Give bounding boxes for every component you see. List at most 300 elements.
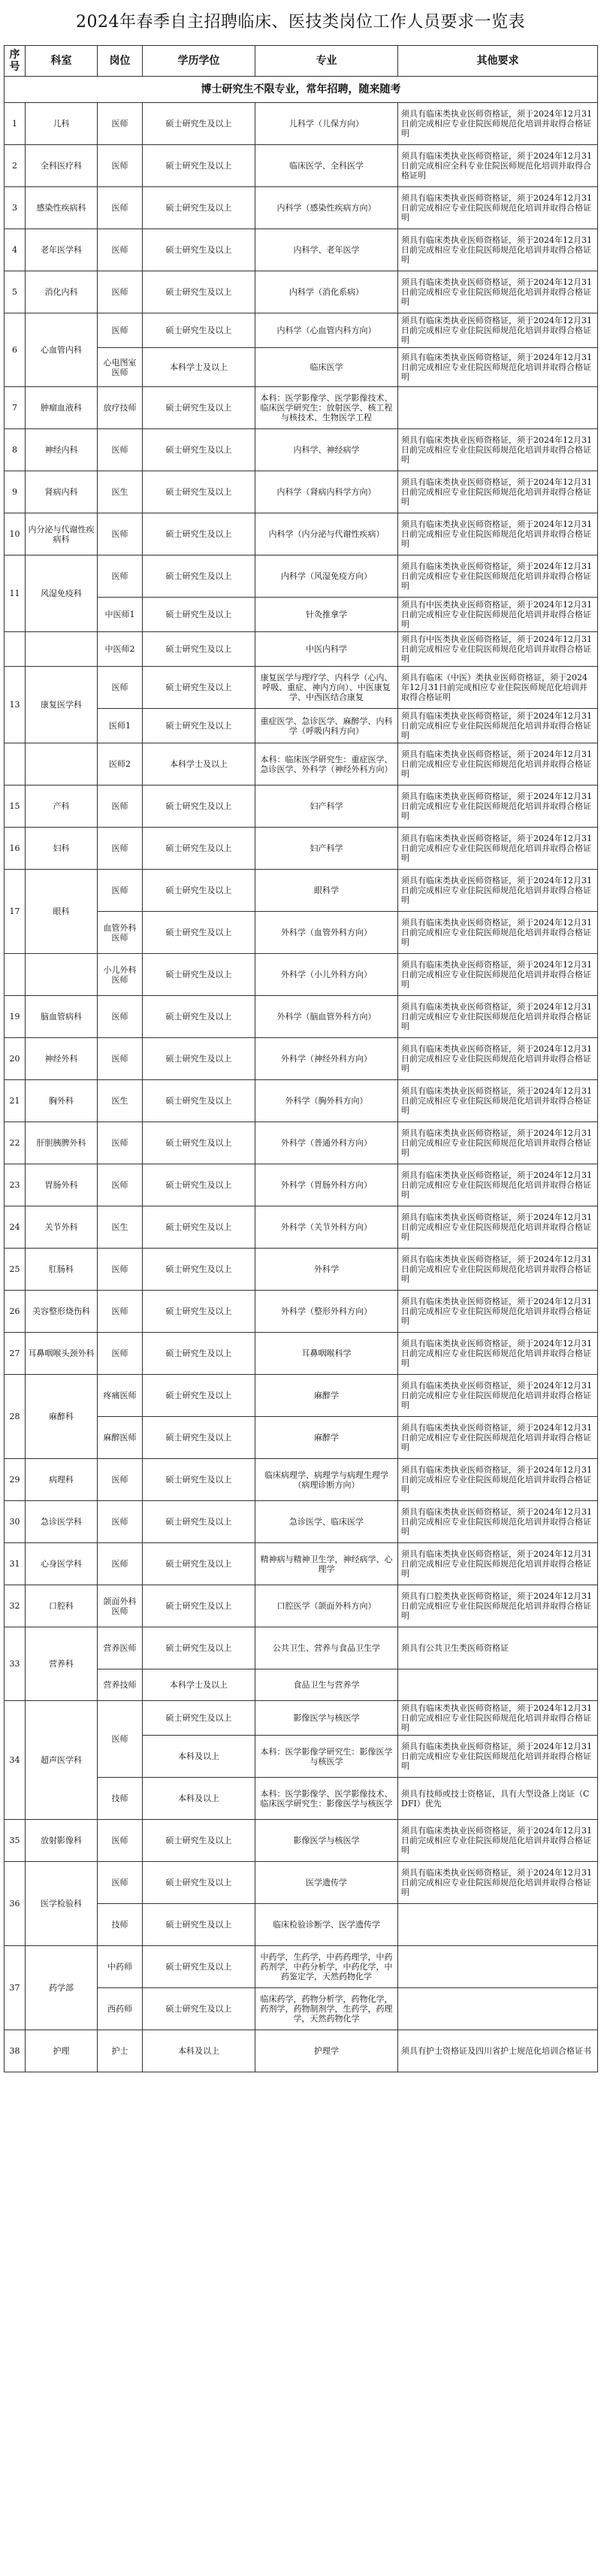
row-education: 硕士研究生及以上 [143,313,255,348]
row-major: 眼科学 [255,870,398,912]
row-index: 20 [5,1038,26,1080]
row-index: 35 [5,1820,26,1862]
row-requirements: 须具有临床类执业医师资格证，须于2024年12月31日前完成相应专业住院医师规范化培训并取得合格证明 [398,1164,598,1206]
table-row [5,632,598,667]
row-requirements: 须具有护士资格证及四川省护士规范化培训合格证书 [398,2030,598,2072]
row-education: 硕士研究生及以上 [143,471,255,513]
row-index: 7 [5,387,26,429]
table-row [5,1459,598,1501]
table-row [5,1585,598,1627]
table-row [5,996,598,1038]
table-row [5,954,598,996]
row-requirements: 须具有临床类执业医师资格证，须于2024年12月31日前完成相应专业住院医师规范化培训并取得合格证明 [398,828,598,870]
row-education: 硕士研究生及以上 [143,1375,255,1417]
row-department [26,954,98,996]
row-requirements [398,1904,598,1946]
row-major: 护理学 [255,2030,398,2072]
row-department: 关节外科 [26,1206,98,1249]
row-department: 急诊医学科 [26,1501,98,1543]
row-index: 24 [5,1206,26,1249]
row-major: 影像医学与核医学 [255,1820,398,1862]
row-department: 营养科 [26,1627,98,1701]
row-major: 外科学（脑血管外科方向） [255,996,398,1038]
row-education: 硕士研究生及以上 [143,632,255,667]
row-education: 硕士研究生及以上 [143,870,255,912]
table-row [5,271,598,313]
table-row [5,1038,598,1080]
row-requirements: 须具有口腔类执业医师资格证，须于2024年12月31日前完成相应专业住院医师规范化培训并取得合格证明 [398,1585,598,1627]
row-index: 8 [5,429,26,471]
row-requirements: 须具有临床类执业医师资格证，须于2024年12月31日前完成相应专业住院医师规范化培训并取得合格证明 [398,870,598,912]
row-requirements: 须具有临床类执业医师资格证，须于2024年12月31日前完成相应专业住院医师规范化培训并取得合格证明 [398,1820,598,1862]
row-major: 外科学（血管外科方向） [255,912,398,954]
row-major: 内科学（肾病内科学方向） [255,471,398,513]
row-major: 妇产科学 [255,828,398,870]
row-major: 外科学（普通外科方向） [255,1122,398,1164]
row-position: 医生 [98,471,143,513]
row-requirements: 须具有临床类执业医师资格证，须于2024年12月31日前完成相应专业住院医师规范化培训并取得合格证明 [398,229,598,271]
row-position: 医师 [98,1164,143,1206]
row-requirements: 须具有临床类执业医师资格证，须于2024年12月31日前完成相应专业住院医师规范化培训并取得合格证明 [398,786,598,828]
table-row [5,471,598,513]
row-department: 美容整形烧伤科 [26,1291,98,1333]
row-index: 29 [5,1459,26,1501]
table-row [5,1701,598,1736]
row-requirements: 须具有临床类执业医师资格证，须于2024年12月31日前完成相应全科专业住院医师规范化培训并取得合格证明 [398,145,598,187]
row-department: 肝胆胰脾外科 [26,1122,98,1164]
row-education: 硕士研究生及以上 [143,1820,255,1862]
row-index: 3 [5,187,26,229]
table-row [5,2030,598,2072]
row-education: 硕士研究生及以上 [143,1291,255,1333]
table-row [5,187,598,229]
table-row [5,870,598,912]
row-education: 硕士研究生及以上 [143,387,255,429]
row-requirements: 须具有公共卫生类医师资格证 [398,1627,598,1669]
row-education: 硕士研究生及以上 [143,513,255,555]
row-position: 医师 [98,1820,143,1862]
row-index: 30 [5,1501,26,1543]
table-row [5,103,598,145]
row-index: 33 [5,1627,26,1701]
row-major: 内科学（风湿免疫方向） [255,555,398,598]
row-major: 食品卫生与营养学 [255,1669,398,1701]
row-department: 眼科 [26,870,98,954]
row-department: 神经内科 [26,429,98,471]
row-index: 23 [5,1164,26,1206]
row-position: 护士 [98,2030,143,2072]
row-major: 本科：临床医学研究生：重症医学、急诊医学、外科学（神经外科方向） [255,743,398,786]
row-position: 医师 [98,429,143,471]
row-education: 硕士研究生及以上 [143,103,255,145]
row-education: 本科学士及以上 [143,348,255,387]
table-row [5,513,598,555]
row-department: 病理科 [26,1459,98,1501]
row-index: 1 [5,103,26,145]
row-education: 硕士研究生及以上 [143,1038,255,1080]
row-position: 心电图室医师 [98,348,143,387]
row-major: 重症医学、急诊医学、麻醉学、内科学（呼吸内科方向） [255,709,398,743]
row-position: 小儿外科医师 [98,954,143,996]
row-education: 硕士研究生及以上 [143,1946,255,1988]
table-row [5,1249,598,1291]
row-department: 超声医学科 [26,1701,98,1820]
row-major: 临床检验诊断学、医学遗传学 [255,1904,398,1946]
row-education: 本科及以上 [143,2030,255,2072]
row-education: 硕士研究生及以上 [143,145,255,187]
row-major: 内科学、神经病学 [255,429,398,471]
row-department: 肾病内科 [26,471,98,513]
row-position: 医师 [98,1122,143,1164]
row-major: 临床医学、全科医学 [255,145,398,187]
row-department: 肛肠科 [26,1249,98,1291]
row-education: 硕士研究生及以上 [143,1585,255,1627]
row-index: 5 [5,271,26,313]
row-major: 内科学（内分泌与代谢性疾病） [255,513,398,555]
row-education: 硕士研究生及以上 [143,1988,255,2030]
table-row [5,1946,598,1988]
row-position: 医师 [98,145,143,187]
row-position: 疼痛医师 [98,1375,143,1417]
table-row [5,1862,598,1904]
row-major: 中医内科学 [255,632,398,667]
row-education: 硕士研究生及以上 [143,1543,255,1585]
row-requirements: 须具有临床类执业医师资格证，须于2024年12月31日前完成相应专业住院医师规范化培训并取得合格证明 [398,1862,598,1904]
row-requirements: 须具有临床类执业医师资格证，须于2024年12月31日前完成相应专业住院医师规范化培训并取得合格证明 [398,954,598,996]
row-position: 放疗技师 [98,387,143,429]
row-index: 31 [5,1543,26,1585]
row-requirements: 须具有临床类执业医师资格证，须于2024年12月31日前完成相应专业住院医师规范化培训并取得合格证明 [398,1501,598,1543]
row-requirements: 须具有临床类执业医师资格证，须于2024年12月31日前完成相应专业住院医师规范化培训并取得合格证明 [398,1543,598,1585]
row-index: 6 [5,313,26,387]
row-position: 医师 [98,996,143,1038]
table-row [5,387,598,429]
row-index: 27 [5,1333,26,1375]
table-row [5,1375,598,1417]
row-major: 麻醉学 [255,1417,398,1459]
row-position: 医生 [98,1206,143,1249]
table-row [5,786,598,828]
row-index: 9 [5,471,26,513]
row-department: 康复医学科 [26,667,98,743]
row-requirements: 须具有临床类执业医师资格证，须于2024年12月31日前完成相应专业住院医师规范化培训并取得合格证明 [398,1249,598,1291]
row-education: 硕士研究生及以上 [143,667,255,709]
row-major: 外科学 [255,1249,398,1291]
row-major: 外科学（小儿外科方向） [255,954,398,996]
row-requirements: 须具有临床类执业医师资格证，须于2024年12月31日前完成相应专业住院医师规范化培训并取得合格证明 [398,1038,598,1080]
row-position: 医师 [98,1291,143,1333]
row-requirements: 须具有临床类执业医师资格证，须于2024年12月31日前完成相应专业住院医师规范化培训并取得合格证明 [398,1206,598,1249]
row-education: 硕士研究生及以上 [143,1627,255,1669]
row-requirements [398,1988,598,2030]
row-requirements: 须具有临床类执业医师资格证，须于2024年12月31日前完成相应专业住院医师规范化培训并取得合格证明 [398,513,598,555]
row-index: 26 [5,1291,26,1333]
table-row [5,1080,598,1122]
table-row [5,1543,598,1585]
row-requirements: 须具有中医类执业医师资格证，须于2024年12月31日前完成相应专业住院医师规范化培训并取得合格证明 [398,598,598,632]
row-major: 临床医学 [255,348,398,387]
row-education: 硕士研究生及以上 [143,429,255,471]
row-position: 医师 [98,271,143,313]
row-requirements: 须具有临床类执业医师资格证，须于2024年12月31日前完成相应专业住院医师规范化培训并取得合格证明 [398,555,598,598]
row-major: 外科学（整形外科方向） [255,1291,398,1333]
row-requirements: 须具有临床类执业医师资格证，须于2024年12月31日前完成相应专业住院医师规范化培训并取得合格证明 [398,313,598,348]
row-position: 技师 [98,1778,143,1820]
row-index [5,632,26,667]
row-education: 硕士研究生及以上 [143,1080,255,1122]
row-position: 医师 [98,1333,143,1375]
row-index [5,954,26,996]
row-education: 硕士研究生及以上 [143,1249,255,1291]
row-position: 医师 [98,1543,143,1585]
row-position: 医师 [98,187,143,229]
row-position: 医师 [98,870,143,912]
header-position: 岗位 [98,46,143,77]
row-education: 硕士研究生及以上 [143,1164,255,1206]
row-education: 硕士研究生及以上 [143,709,255,743]
row-major: 内科学、老年医学 [255,229,398,271]
row-position: 中药师 [98,1946,143,1988]
row-position: 医师 [98,555,143,598]
row-position: 麻醉医师 [98,1417,143,1459]
row-position: 营养技师 [98,1669,143,1701]
row-position: 颌面外科医师 [98,1585,143,1627]
row-department: 产科 [26,786,98,828]
row-requirements: 须具有临床类执业医师资格证，须于2024年12月31日前完成相应专业住院医师规范化培训并取得合格证明 [398,1459,598,1501]
row-position: 血管外科医师 [98,912,143,954]
row-education: 硕士研究生及以上 [143,1206,255,1249]
table-row [5,743,598,786]
row-major: 外科学（胃肠外科方向） [255,1164,398,1206]
row-position: 营养医师 [98,1627,143,1669]
table-row [5,1333,598,1375]
row-index: 11 [5,555,26,632]
row-position: 医师 [98,513,143,555]
row-requirements: 须具有临床类执业医师资格证，须于2024年12月31日前完成相应专业住院医师规范化培训并取得合格证明 [398,471,598,513]
row-requirements [398,387,598,429]
row-requirements: 须具有临床类执业医师资格证，须于2024年12月31日前完成相应专业住院医师规范化培训并取得合格证明 [398,271,598,313]
row-department: 神经外科 [26,1038,98,1080]
row-requirements: 须具有中医类执业医师资格证，须于2024年12月31日前完成相应专业住院医师规范化培训并取得合格证明 [398,632,598,667]
row-department: 胸外科 [26,1080,98,1122]
row-requirements: 须具有临床类执业医师资格证，须于2024年12月31日前完成相应专业住院医师规范化培训并取得合格证明 [398,709,598,743]
row-education: 硕士研究生及以上 [143,1333,255,1375]
row-requirements: 须具有临床（中医）类执业医师资格证，须于2024年12月31日前完成相应专业住院医师规范化培训并取得合格证明 [398,667,598,709]
row-major: 麻醉学 [255,1375,398,1417]
row-position: 中医师1 [98,598,143,632]
row-index: 22 [5,1122,26,1164]
row-requirements: 须具有临床类执业医师资格证，须于2024年12月31日前完成相应专业住院医师规范化培训并取得合格证明 [398,1122,598,1164]
row-education: 硕士研究生及以上 [143,598,255,632]
row-index: 10 [5,513,26,555]
row-major: 口腔医学（颌面外科方向） [255,1585,398,1627]
row-education: 硕士研究生及以上 [143,1417,255,1459]
row-requirements: 须具有临床类执业医师资格证，须于2024年12月31日前完成相应专业住院医师规范化培训并取得合格证明 [398,996,598,1038]
row-index: 2 [5,145,26,187]
row-department: 耳鼻咽喉头颈外科 [26,1333,98,1375]
row-index: 38 [5,2030,26,2072]
row-major: 耳鼻咽喉科学 [255,1333,398,1375]
row-department: 医学检验科 [26,1862,98,1946]
row-major: 外科学（胸外科方向） [255,1080,398,1122]
row-index: 37 [5,1946,26,2030]
table-row [5,1164,598,1206]
requirements-table [4,45,598,2072]
row-requirements: 须具有临床类执业医师资格证，须于2024年12月31日前完成相应专业住院医师规范化培训并取得合格证明 [398,187,598,229]
row-major: 精神病与精神卫生学，神经病学、心理学 [255,1543,398,1585]
row-major: 公共卫生、营养与食品卫生学 [255,1627,398,1669]
row-education: 本科及以上 [143,1736,255,1778]
row-major: 外科学（神经外科方向） [255,1038,398,1080]
row-major: 内科学（心血管内科方向） [255,313,398,348]
row-position: 中医师2 [98,632,143,667]
row-position: 医师 [98,1249,143,1291]
row-position: 医师 [98,1459,143,1501]
row-education: 硕士研究生及以上 [143,1122,255,1164]
row-position: 医师 [98,667,143,709]
row-education: 硕士研究生及以上 [143,1904,255,1946]
row-department: 儿科 [26,103,98,145]
row-department: 护理 [26,2030,98,2072]
row-major: 外科学（关节外科方向） [255,1206,398,1249]
row-index: 17 [5,870,26,954]
row-index: 13 [5,667,26,743]
page-title: 2024年春季自主招聘临床、医技类岗位工作人员要求一览表 [76,13,525,32]
row-position: 医师 [98,1701,143,1778]
row-education: 硕士研究生及以上 [143,1862,255,1904]
row-index: 15 [5,786,26,828]
row-education: 硕士研究生及以上 [143,828,255,870]
row-major: 内科学（消化系病） [255,271,398,313]
header-requirements: 其他要求 [398,46,598,77]
row-index: 34 [5,1701,26,1820]
row-education: 本科学士及以上 [143,743,255,786]
row-education: 硕士研究生及以上 [143,912,255,954]
row-department [26,743,98,786]
row-education: 硕士研究生及以上 [143,271,255,313]
row-major: 针灸推拿学 [255,598,398,632]
row-major: 临床病理学、病理学与病理生理学（病理诊断方向） [255,1459,398,1501]
row-education: 硕士研究生及以上 [143,1501,255,1543]
row-education: 硕士研究生及以上 [143,996,255,1038]
row-education: 硕士研究生及以上 [143,1459,255,1501]
table-row [5,229,598,271]
row-major: 康复医学与理疗学、内科学（心内、呼吸、重症、神内方向）、中医康复学、中西医结合康复 [255,667,398,709]
row-position: 医师 [98,313,143,348]
header-index: 序号 [5,46,26,77]
row-major: 本科：医学影像学、医学影像技术、临床医学研究生：影像医学与核医学 [255,1778,398,1820]
row-position: 医师 [98,103,143,145]
row-major: 妇产科学 [255,786,398,828]
row-requirements: 须具有临床类执业医师资格证，须于2024年12月31日前完成相应专业住院医师规范化培训并取得合格证明 [398,1333,598,1375]
table-row [5,828,598,870]
row-education: 硕士研究生及以上 [143,954,255,996]
row-requirements: 须具有临床类执业医师资格证，须于2024年12月31日前完成相应专业住院医师规范化培训并取得合格证明 [398,1375,598,1417]
row-index: 25 [5,1249,26,1291]
row-requirements: 须具有临床类执业医师资格证，须于2024年12月31日前完成相应专业住院医师规范化培训并取得合格证明 [398,1291,598,1333]
row-position: 医师 [98,828,143,870]
row-position: 医师2 [98,743,143,786]
row-position: 西药师 [98,1988,143,2030]
row-department: 胃肠外科 [26,1164,98,1206]
notice-row [5,77,598,103]
row-department: 内分泌与代谢性疾病科 [26,513,98,555]
table-row [5,667,598,709]
row-position: 医师 [98,229,143,271]
row-major: 急诊医学、临床医学 [255,1501,398,1543]
row-requirements: 须具有临床类执业医师资格证，须于2024年12月31日前完成相应专业住院医师规范化培训并取得合格证明 [398,429,598,471]
row-education: 本科及以上 [143,1778,255,1820]
row-education: 硕士研究生及以上 [143,229,255,271]
row-index [5,743,26,786]
row-department: 心血管内科 [26,313,98,387]
row-major: 医学遗传学 [255,1862,398,1904]
row-requirements: 须具有临床类执业医师资格证，须于2024年12月31日前完成相应专业住院医师规范化培训并取得合格证明 [398,348,598,387]
header-education: 学历学位 [143,46,255,77]
row-major: 儿科学（儿保方向） [255,103,398,145]
row-department: 口腔科 [26,1585,98,1627]
row-requirements: 须具有临床类执业医师资格证，须于2024年12月31日前完成相应专业住院医师规范化培训并取得合格证明 [398,1736,598,1778]
row-requirements: 须具有临床类执业医师资格证，须于2024年12月31日前完成相应专业住院医师规范化培训并取得合格证明 [398,1080,598,1122]
table-row [5,1501,598,1543]
row-position: 医师 [98,786,143,828]
table-row [5,1122,598,1164]
row-department [26,632,98,667]
row-major: 影像医学与核医学 [255,1701,398,1736]
row-requirements: 须具有临床类执业医师资格证，须于2024年12月31日前完成相应专业住院医师规范化培训并取得合格证明 [398,103,598,145]
row-department: 风湿免疫科 [26,555,98,632]
row-requirements [398,1946,598,1988]
table-row [5,429,598,471]
row-major: 本科：医学影像学、医学影像技术、临床医学研究生：放射医学、核工程与核技术、生物医学工程 [255,387,398,429]
row-requirements: 须具有临床类执业医师资格证，须于2024年12月31日前完成相应专业住院医师规范化培训并取得合格证明 [398,743,598,786]
row-department: 肿瘤血液科 [26,387,98,429]
row-requirements: 须具有技师或技士资格证，具有大型设备上岗证（CDFI）优先 [398,1778,598,1820]
table-row [5,1627,598,1669]
row-education: 硕士研究生及以上 [143,555,255,598]
row-position: 医师 [98,1501,143,1543]
row-education: 硕士研究生及以上 [143,1701,255,1736]
row-position: 技师 [98,1904,143,1946]
row-department: 药学部 [26,1946,98,2030]
row-index: 32 [5,1585,26,1627]
row-education: 硕士研究生及以上 [143,187,255,229]
row-major: 本科：医学影像学研究生：影像医学与核医学 [255,1736,398,1778]
row-major: 临床药学，药物分析学，药物化学，药剂学，药物制剂学，生药学，药理学，天然药物化学 [255,1988,398,2030]
row-index: 16 [5,828,26,870]
notice-text: 博士研究生不限专业，常年招聘，随来随考 [5,77,598,103]
row-position: 医师 [98,1862,143,1904]
row-education: 本科学士及以上 [143,1669,255,1701]
row-major: 中药学，生药学，中药药理学，中药药剂学，中药分析学，中药化学，中药鉴定学，天然药物化学 [255,1946,398,1988]
table-row [5,313,598,348]
table-header-row [5,46,598,77]
row-department: 麻醉科 [26,1375,98,1459]
header-major: 专业 [255,46,398,77]
row-requirements: 须具有临床类执业医师资格证，须于2024年12月31日前完成相应专业住院医师规范化培训并取得合格证明 [398,912,598,954]
row-requirements: 须具有临床类执业医师资格证，须于2024年12月31日前完成相应专业住院医师规范化培训并取得合格证明 [398,1701,598,1736]
row-department: 全科医疗科 [26,145,98,187]
table-row [5,145,598,187]
row-position: 医生 [98,1080,143,1122]
row-index: 36 [5,1862,26,1946]
table-row [5,1820,598,1862]
row-department: 老年医学科 [26,229,98,271]
row-department: 放射影像科 [26,1820,98,1862]
table-row [5,1206,598,1249]
row-requirements [398,1669,598,1701]
row-department: 心身医学科 [26,1543,98,1585]
